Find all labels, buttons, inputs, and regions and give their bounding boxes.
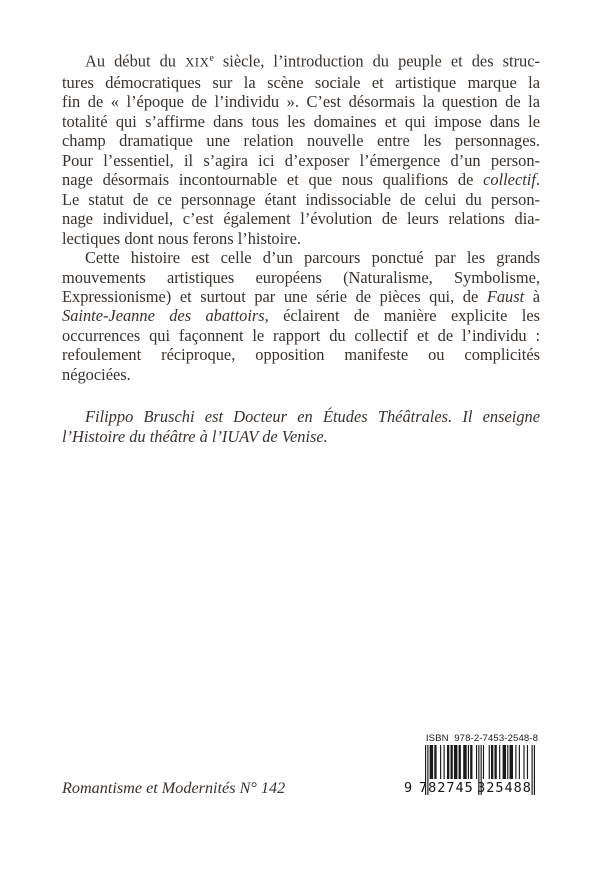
text-line [62, 248, 540, 267]
barcode-digits-right: 325488 [477, 780, 532, 796]
text-run: Faust [486, 287, 525, 307]
text-run: mouvements artistiques européens (Naturalisme, Symbolisme, [62, 267, 540, 287]
text-line [62, 345, 540, 364]
text-run: , éclairent de manière explicite les [264, 306, 540, 326]
text-line [62, 190, 540, 209]
barcode-digit-first: 9 [404, 780, 413, 796]
text-run: fin de « l’époque de l’individu ». C’est désormais la question de la [62, 92, 540, 112]
barcode-digits [403, 781, 539, 797]
synopsis-text [62, 49, 540, 446]
series-title: Romantisme et Modernités N° 142 [62, 779, 286, 797]
text-line [62, 306, 540, 325]
author-bio [62, 407, 540, 446]
barcode-bar [503, 745, 506, 779]
barcode-bar [527, 745, 528, 779]
text-line [62, 92, 540, 111]
barcode-bar [476, 745, 477, 779]
barcode-bar [430, 745, 433, 779]
text-run: Pour l’essentiel, il s’agira ici d’exposer l’émergence d’un person- [62, 150, 540, 170]
text-line [62, 151, 540, 170]
barcode-bar [463, 745, 466, 779]
barcode-digits-left: 782745 [419, 780, 474, 796]
text-run: siècle, l’introduction du peuple et des struc- [213, 51, 540, 71]
synopsis-paragraphs [62, 49, 540, 384]
barcode-bar [507, 745, 508, 779]
text-run: totalité qui s’affirme dans tous les domaines et qui impose dans le [62, 111, 540, 131]
barcode-bar [483, 745, 484, 779]
text-line [62, 112, 540, 131]
text-run: nage individuel, c’est également l’évolution de leurs relations dia- [62, 209, 540, 229]
text-run: lectiques dont nous ferons l’histoire. [62, 228, 301, 248]
barcode-block [403, 733, 539, 803]
text-run: Filippo Bruschi est Docteur en Études Théâtrales. Il enseigne [85, 407, 540, 427]
isbn-label: ISBN 978-2-7453-2548-8 [425, 733, 539, 744]
barcode-bar [450, 745, 452, 779]
text-line [62, 131, 540, 150]
text-run: Cette histoire est celle d’un parcours ponctué par les grands [85, 248, 540, 268]
text-line [62, 49, 540, 73]
barcode-bar [515, 745, 516, 779]
barcode-bar [447, 745, 449, 779]
barcode-bar [510, 745, 513, 779]
text-line [62, 229, 540, 248]
text-line [62, 427, 540, 446]
text-run: Au début du [85, 51, 186, 71]
text-run: . [535, 170, 540, 190]
text-run: Sainte-Jeanne des abattoirs [62, 306, 265, 326]
text-line [62, 170, 540, 189]
barcode-bar [454, 745, 457, 779]
text-line [62, 287, 540, 306]
text-run: négociées. [62, 364, 131, 384]
text-run: l’Histoire du théâtre à l’IUAV de Venise. [62, 426, 328, 446]
barcode-bar [523, 745, 524, 779]
barcode-bar [470, 745, 472, 779]
text-run: Expressionisme) et surtout par une série de pièces qui, de [62, 287, 487, 307]
text-line [62, 73, 540, 92]
text-run: occurrences qui façonnent le rapport du collectif et de l’individu : [62, 325, 540, 345]
text-line [62, 407, 540, 426]
text-run: e [209, 53, 214, 64]
text-line [62, 268, 540, 287]
barcode-bar [459, 745, 461, 779]
text-run: à [524, 287, 541, 307]
text-run: Le statut de ce personnage étant indissociable de celui du person- [62, 189, 540, 209]
barcode-bar [499, 745, 500, 779]
barcode-bar [491, 745, 493, 779]
barcode-bar [468, 745, 469, 779]
barcode-bar [434, 745, 436, 779]
barcode-bar [444, 745, 445, 779]
text-run: nage désormais incontournable et que nous qualifions de [62, 170, 484, 190]
text-line [62, 326, 540, 345]
barcode-bar [519, 745, 520, 779]
barcode-bar [489, 745, 490, 779]
barcode-bar [440, 745, 441, 779]
text-run: champ dramatique une relation nouvelle entre les personnages. [62, 131, 540, 151]
text-run: tures démocratiques sur la scène sociale et artistique marque la [62, 73, 540, 93]
text-line [62, 365, 540, 384]
text-line [62, 209, 540, 228]
text-run: XIX [185, 55, 210, 70]
barcode-bar [494, 745, 496, 779]
text-run: refoulement réciproque, opposition manifeste ou complicités [62, 345, 540, 365]
text-run: collectif [483, 170, 536, 190]
